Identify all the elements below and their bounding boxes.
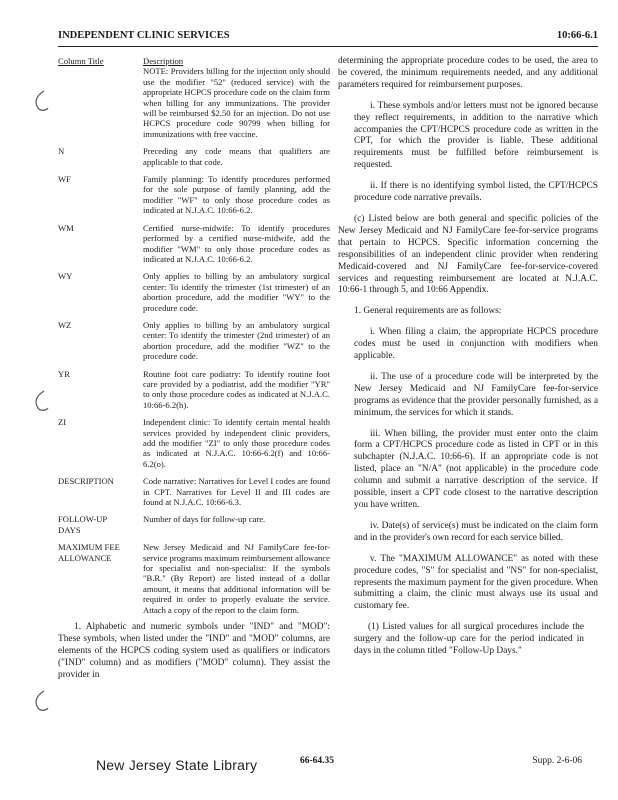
binder-mark-icon bbox=[26, 388, 52, 414]
header-section: 10:66-6.1 bbox=[556, 30, 598, 41]
page-number: 66-64.35 bbox=[300, 756, 335, 766]
row-desc: Preceding any code means that qualifiers are applicable to that code. bbox=[143, 146, 330, 167]
library-watermark: New Jersey State Library bbox=[96, 757, 258, 773]
row-term: WM bbox=[58, 222, 74, 233]
table-row bbox=[58, 514, 330, 535]
paragraph: (1) Listed values for all surgical procedures include the surgery and the follow-up care for the period indicated in days in the column titled "Follow-Up Days." bbox=[354, 622, 584, 657]
row-desc: Certified nurse-midwife: To identify procedures performed by a certified nurse-midwife, add the modifier "WM" to only those procedure codes as indicated at N.J.A.C. 10:66-6.2. bbox=[143, 222, 330, 264]
symbols-paragraph: 1. Alphabetic and numeric symbols under "IND" and "MOD": These symbols, when listed under the "IND" and "MOD" columns, are elements of the HCPCS coding system used as qualifiers or indicators ("IND" column) and as modifiers ("MOD" column). They assist the provider in bbox=[58, 622, 330, 680]
row-desc: Independent clinic: To identify certain mental health services provided by independent clinic providers, add the modifier "ZI" to only those procedure codes as indicated at N.J.A.C. 10:66-6.2(f) and 10:66-6.2(o). bbox=[143, 417, 330, 469]
paragraph: ii. The use of a procedure code will be interpreted by the New Jersey Medicaid and NJ FamilyCare fee-for-service programs as evidence that the provider personally furnished, as a minimum, the services for which it stands. bbox=[354, 371, 598, 418]
description-heading: Description bbox=[143, 56, 184, 66]
table-row bbox=[58, 223, 330, 265]
row-desc: New Jersey Medicaid and NJ FamilyCare fee-for-service programs maximum reimbursement allowance for specialist and non-specialist: If the symbols "B.R." (By Report) are listed instead of a dollar amount, it means that additional information will be required in order to properly evaluate the service. Attach a copy of the report to the claim form. bbox=[143, 542, 330, 615]
paragraph: 1. General requirements are as follows: bbox=[354, 306, 502, 317]
paragraph: v. The "MAXIMUM ALLOWANCE" as noted with these procedure codes, "S" for specialist and "NS" for non-specialist, represents the maximum payment for the given procedure. When submitting a claim, the clinic must always use its usual and customary fee. bbox=[354, 553, 598, 612]
page-footer bbox=[0, 754, 618, 784]
injection-note: NOTE: Providers billing for the injection only should use the modifier "52" (reduced service) with the appropriate HCPCS procedure code on the claim form when billing for any immunizations. The provider will be reimbursed $2.50 for an injection. Do not use HCPCS procedure code 90799 when billing for immunizations with free vaccine. bbox=[143, 66, 330, 139]
running-header bbox=[58, 30, 598, 47]
row-term: WF bbox=[58, 174, 71, 185]
row-desc: Routine foot care podiatry: To identify routine foot care provided by a podiatrist, add the modifier "YR" to only those procedure codes as indicated at N.J.A.C. 10:66-6.2(h). bbox=[143, 368, 330, 410]
table-row bbox=[58, 320, 330, 362]
row-desc: Code narrative: Narratives for Level I codes are found in CPT. Narratives for Level II and III codes are found at N.J.A.C. 10:66-6.3. bbox=[143, 476, 330, 508]
row-term: YR bbox=[58, 368, 70, 379]
table-row bbox=[58, 174, 330, 216]
table-row bbox=[58, 146, 330, 167]
row-desc: Only applies to billing by an ambulatory surgical center: To identify the trimester (2nd trimester) of an abortion procedure, add the modifier "WZ" to the procedure code. bbox=[143, 319, 330, 362]
row-desc: Family planning: To identify procedures performed for the sole purpose of family planning, add the modifier "WF" to only those procedure codes as indicated at N.J.A.C. 10:66-6.2. bbox=[143, 174, 330, 216]
table-row bbox=[58, 271, 330, 313]
paragraph: iv. Date(s) of service(s) must be indicated on the claim form and in the provider's own record for each service billed. bbox=[354, 520, 598, 543]
right-column bbox=[338, 56, 598, 667]
table-row bbox=[58, 369, 330, 411]
left-column bbox=[58, 56, 330, 691]
row-term: N bbox=[58, 146, 65, 157]
paragraph: i. When filing a claim, the appropriate HCPCS procedure codes must be used in conjunction with modifiers when applicable. bbox=[354, 327, 598, 362]
column-title-heading: Column Title bbox=[58, 56, 104, 66]
paragraph: (c) Listed below are both general and specific policies of the New Jersey Medicaid and NJ FamilyCare fee-for-service programs that pertain to HCPCS. Specific information concerning the responsibilities of an independent clinic provider when rendering Medicaid-covered and NJ FamilyCare fee-for-service-covered services and requesting reimbursement are located at N.J.A.C. 10:66-1 through 5, and 10:66 Appendix. bbox=[338, 213, 598, 296]
row-term: WY bbox=[58, 271, 73, 282]
row-desc: Number of days for follow-up care. bbox=[143, 514, 266, 525]
row-term: ZI bbox=[58, 417, 67, 428]
row-desc: Only applies to billing by an ambulatory surgical center: To identify the trimester (1st trimester) of an abortion procedure, add the modifier "WY" to the procedure code. bbox=[143, 271, 330, 313]
binder-mark-icon bbox=[26, 88, 52, 114]
binder-mark-icon bbox=[26, 688, 52, 714]
header-title: INDEPENDENT CLINIC SERVICES bbox=[58, 30, 230, 41]
row-term: FOLLOW-UP DAYS bbox=[58, 514, 107, 535]
supplement-date: Supp. 2-6-06 bbox=[532, 756, 582, 766]
table-row bbox=[58, 476, 330, 507]
table-row bbox=[58, 542, 330, 615]
paragraph: iii. When billing, the provider must enter onto the claim form a CPT/HCPCS procedure code as listed in CPT or in this subchapter (N.J.A.C. 10:66-6). If an appropriate code is not listed, place an "N/A" (not applicable) in the procedure code column and submit a narrative description of the service. If possible, insert a CPT code closest to the narrative description you have written. bbox=[354, 428, 598, 510]
table-row bbox=[58, 417, 330, 469]
row-term: WZ bbox=[58, 319, 72, 330]
paragraph: i. These symbols and/or letters must not be ignored because they reflect requirements, in addition to the narrative which accompanies the CPT/HCPCS procedure code as written in the CPT, for which the provider is liable. These additional requirements must be fulfilled before reimbursement is requested. bbox=[354, 100, 598, 171]
paragraph: determining the appropriate procedure codes to be used, the area to be covered, the minimum requirements needed, and any additional parameters required for reimbursement purposes. bbox=[338, 56, 598, 90]
row-term: DESCRIPTION bbox=[58, 476, 114, 487]
table-row bbox=[58, 66, 330, 139]
table-heading-row bbox=[58, 56, 330, 66]
paragraph: ii. If there is no identifying symbol listed, the CPT/HCPCS procedure code narrative prevails. bbox=[354, 181, 598, 204]
row-term: MAXIMUM FEE ALLOWANCE bbox=[58, 542, 120, 563]
